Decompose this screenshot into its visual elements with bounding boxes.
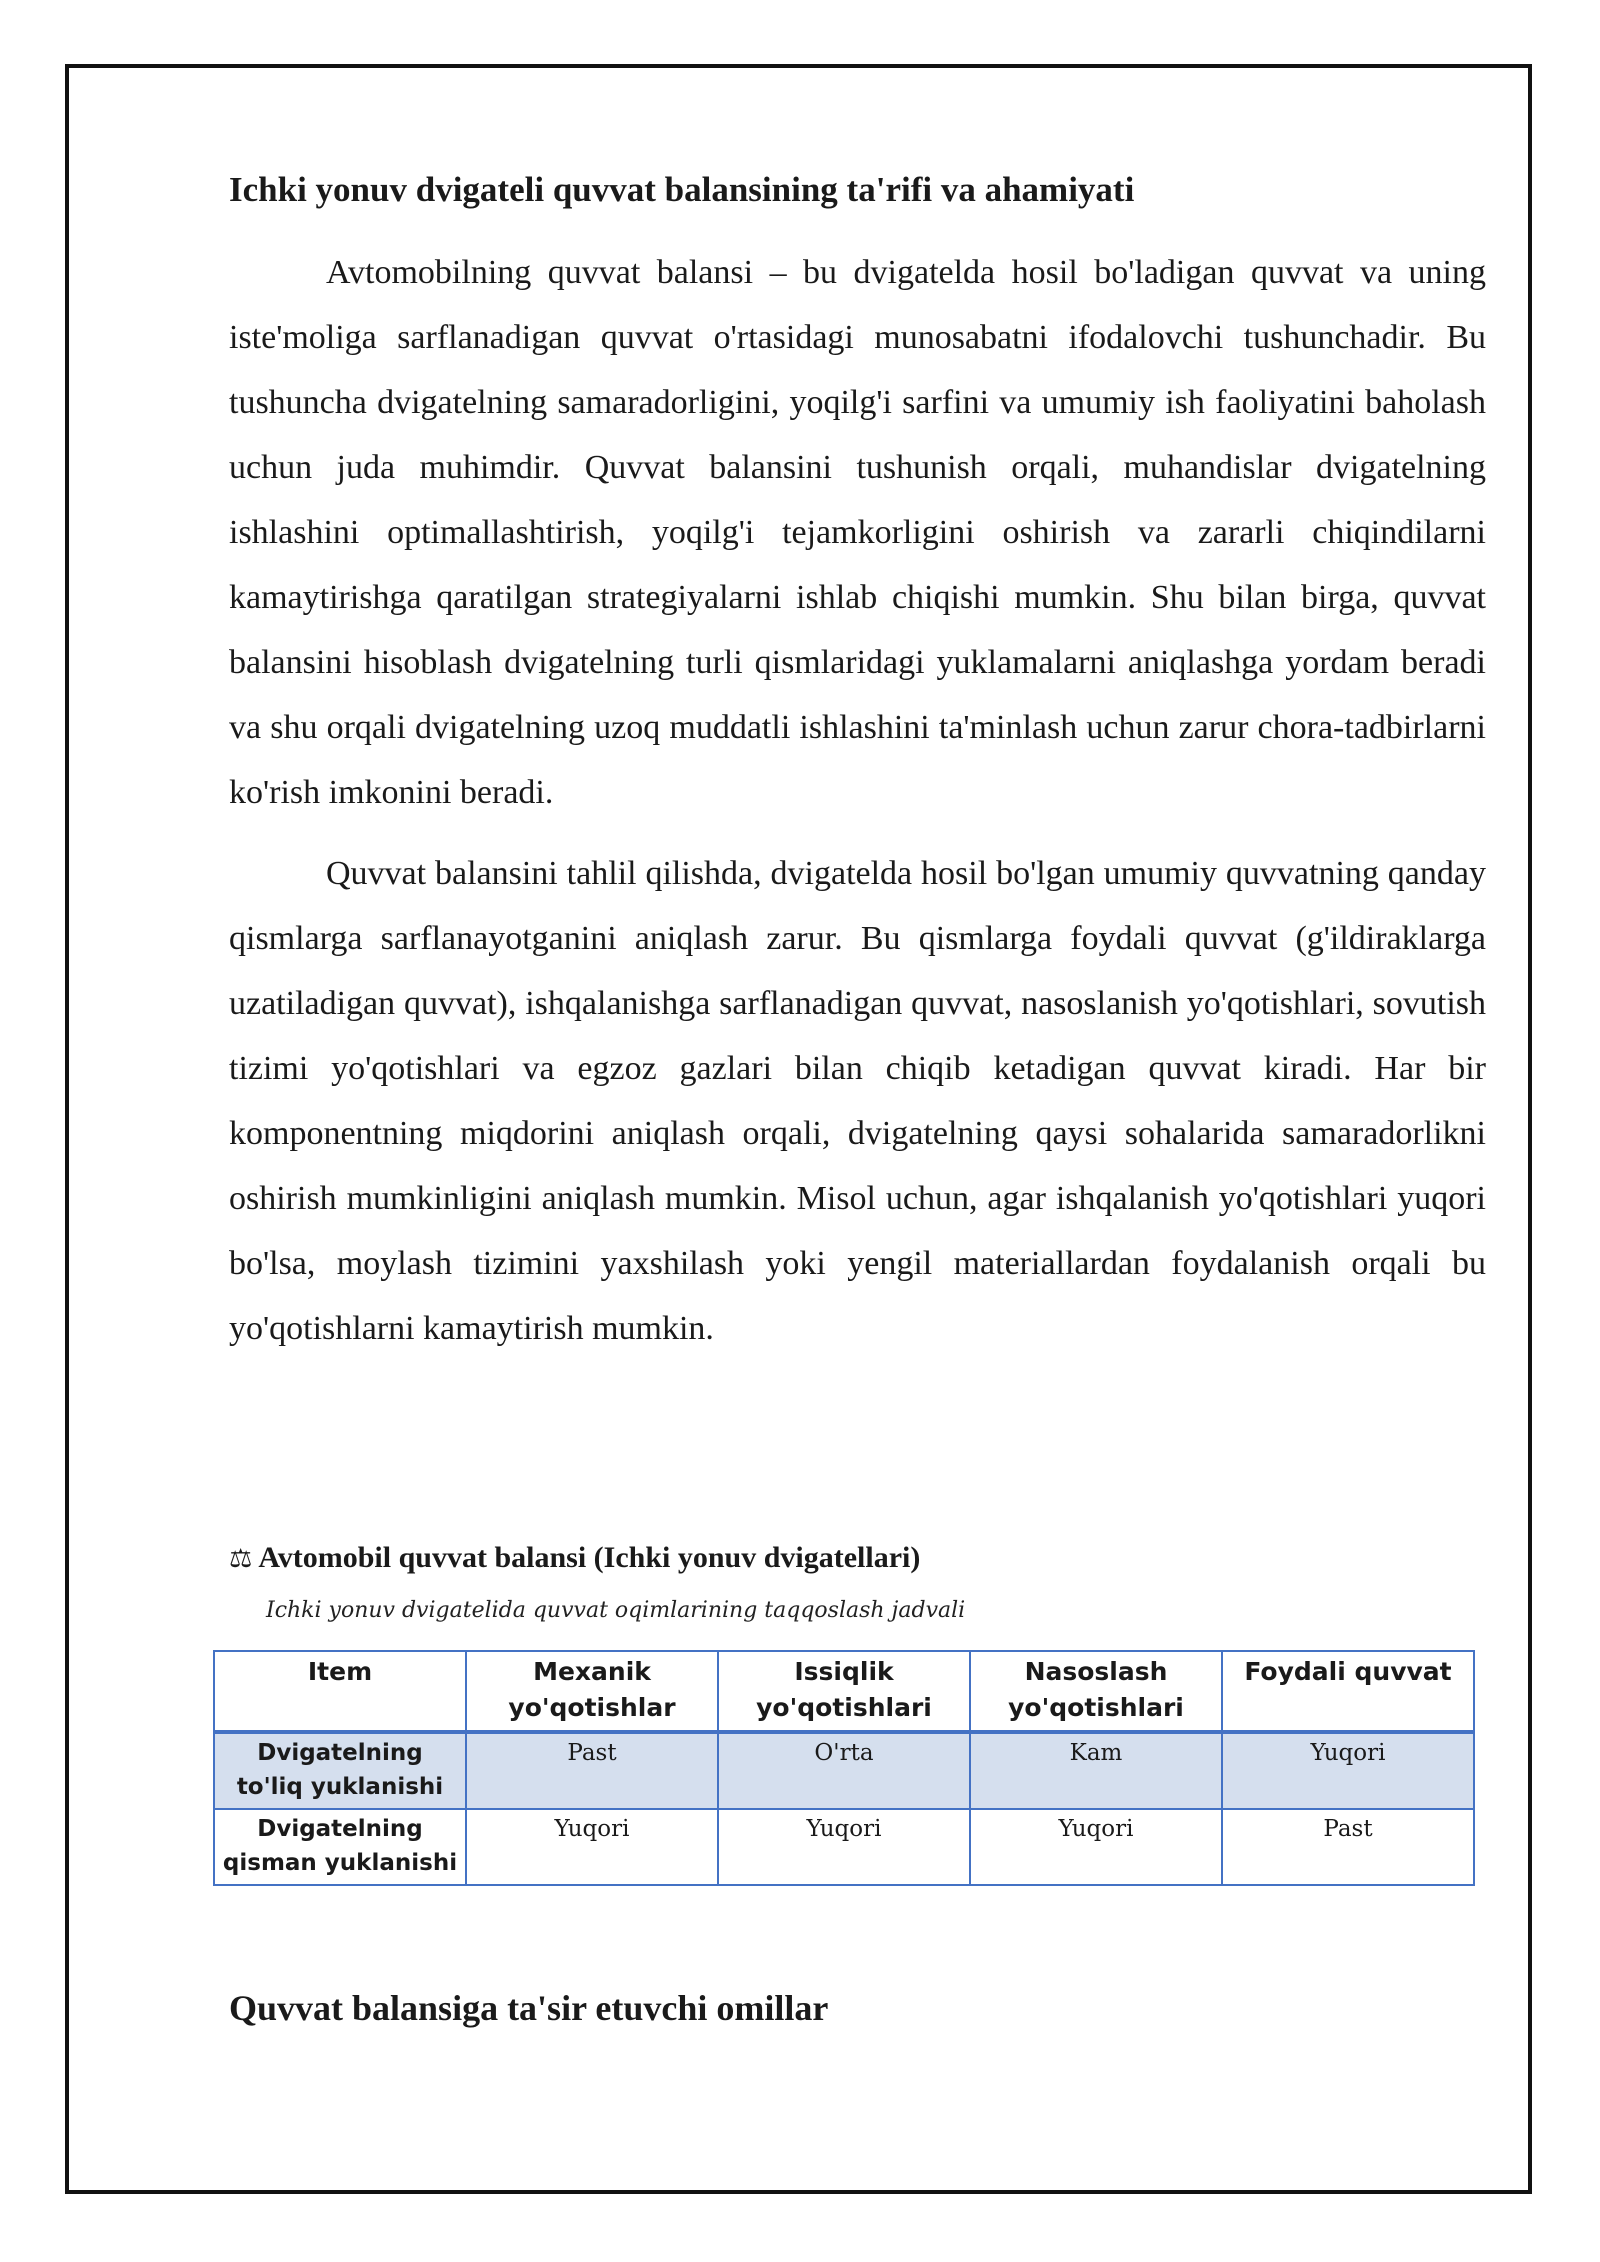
balance-scale-icon: ⚖ [229,1544,253,1574]
table-cell: O'rta [718,1732,970,1809]
body-paragraph: Quvvat balansini tahlil qilishda, dvigatelda hosil bo'lgan umumiy quvvatning qanday qismlarga sarflanayotganini aniqlash zarur. Bu qismlarga foydali quvvat (g'ildiraklarga uzatiladigan quvvat), ishqalanishga sarflanadigan quvvat, nasoslanish yo'qotishlari, sovutish tizimi yo'qotishlari va egzoz gazlari bilan chiqib ketadigan quvvat kiradi. Har bir komponentning miqdorini aniqlash orqali, dvigatelning qaysi sohalarida samaradorlikni oshirish mumkinligini aniqlash mumkin. Misol uchun, agar ishqalanish yo'qotishlari yuqori bo'lsa, moylash tizimini yaxshilash yoki yengil materiallardan foydalanish orqali bu yo'qotishlarni kamaytirish mumkin. [229,855,1486,1347]
table-row [214,1732,1474,1809]
section-heading: Ichki yonuv dvigateli quvvat balansining ta'rifi va ahamiyati [229,170,1135,209]
row-header: Dvigatelning to'liq yuklanishi [214,1732,466,1809]
body-paragraph: Avtomobilning quvvat balansi – bu dvigatelda hosil bo'ladigan quvvat va uning iste'moliga sarflanadigan quvvat o'rtasidagi munosabatni ifodalovchi tushunchadir. Bu tushuncha dvigatelning samaradorligini, yoqilg'i sarfini va umumiy ish faoliyatini baholash uchun juda muhimdir. Quvvat balansini tushunish orqali, muhandislar dvigatelning ishlashini optimallashtirish, yoqilg'i tejamkorligini oshirish va zararli chiqindilarni kamaytirishga qaratilgan strategiyalarni ishlab chiqishi mumkin. Shu bilan birga, quvvat balansini hisoblash dvigatelning turli qismlaridagi yuklamalarni aniqlashga yordam beradi va shu orqali dvigatelning uzoq muddatli ishlashini ta'minlash uchun zarur chora-tadbirlarni ko'rish imkonini beradi. [229,254,1486,811]
table-row [214,1809,1474,1885]
document-body [229,168,1486,1361]
table-cell: Yuqori [466,1809,718,1885]
table-cell: Yuqori [970,1809,1222,1885]
table-cell: Yuqori [1222,1732,1474,1809]
column-header: Foydali quvvat [1222,1651,1474,1732]
table-title [229,1538,920,1579]
column-header: Issiqlik yo'qotishlari [718,1651,970,1732]
table-header-row [214,1651,1474,1732]
column-header: Item [214,1651,466,1732]
column-header: Nasoslash yo'qotishlari [970,1651,1222,1732]
section-heading: Quvvat balansiga ta'sir etuvchi omillar [229,1987,829,2028]
row-header: Dvigatelning qisman yuklanishi [214,1809,466,1885]
table-caption: Ichki yonuv dvigatelida quvvat oqimlarining taqqoslash jadvali [266,1598,966,1623]
table-cell: Kam [970,1732,1222,1809]
table-cell: Past [466,1732,718,1809]
column-header: Mexanik yo'qotishlar [466,1651,718,1732]
table-cell: Yuqori [718,1809,970,1885]
table-title-text: Avtomobil quvvat balansi (Ichki yonuv dvigatellari) [258,1541,921,1574]
power-balance-table [213,1650,1475,1886]
table-cell: Past [1222,1809,1474,1885]
